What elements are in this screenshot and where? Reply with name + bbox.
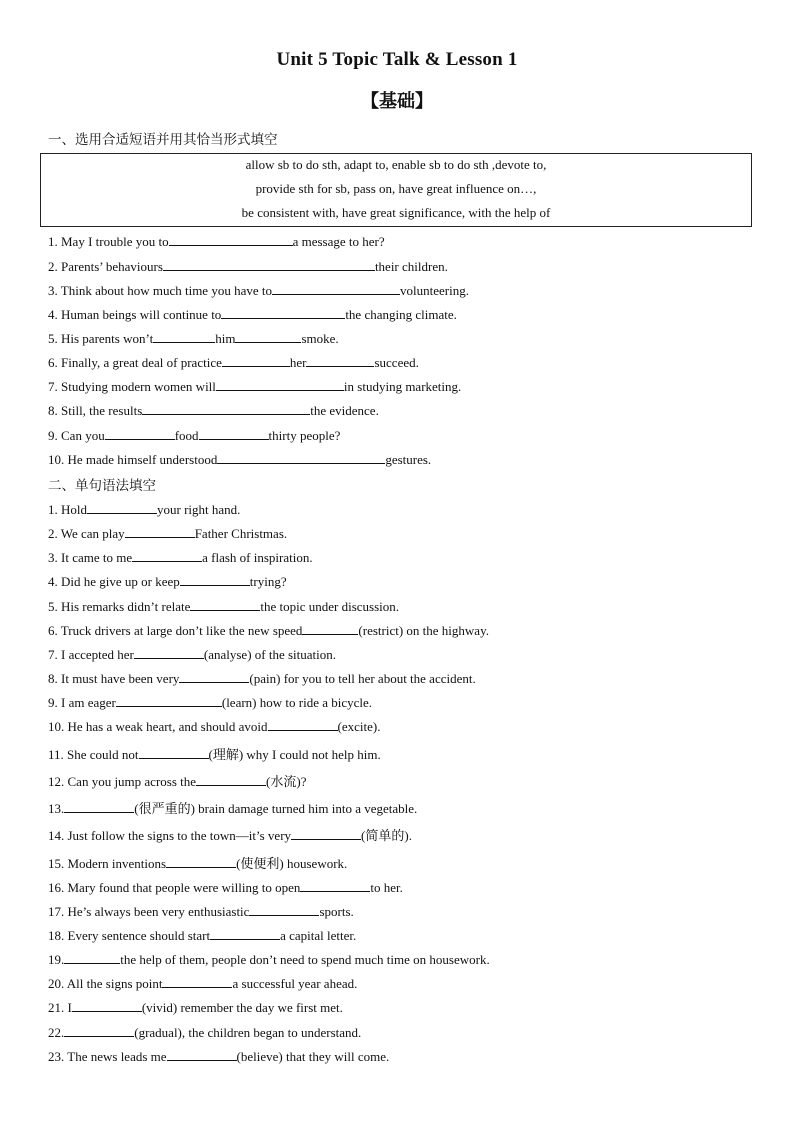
question-text: (vivid) remember the day we first met. [141, 1000, 343, 1015]
question-row [48, 975, 357, 992]
question-row [48, 573, 287, 590]
question-text: 2. We can play [48, 526, 125, 541]
question-text: 5. His parents won’t [48, 331, 154, 346]
question-row [48, 670, 476, 687]
question-text: the changing climate. [345, 307, 457, 322]
question-text: 4. Did he give up or keep [48, 574, 180, 589]
question-row [48, 258, 448, 275]
answer-blank[interactable] [64, 951, 120, 964]
question-text: 1. May I trouble you to [48, 234, 169, 249]
question-text: (理解) why I could not help him. [208, 747, 381, 762]
question-text: 22. [48, 1025, 65, 1040]
answer-blank[interactable] [222, 354, 290, 367]
question-text: her [289, 355, 307, 370]
question-text: in studying marketing. [343, 379, 462, 394]
answer-blank[interactable] [216, 378, 344, 391]
question-text: (learn) how to ride a bicycle. [221, 695, 373, 710]
question-text: 9. I am eager [48, 695, 116, 710]
answer-blank[interactable] [190, 598, 260, 611]
question-text: 7. I accepted her [48, 647, 134, 662]
section-2-heading: 二、单句语法填空 [48, 478, 156, 494]
question-text: (水流)? [266, 774, 307, 789]
question-row [48, 427, 340, 444]
question-row [48, 549, 313, 566]
answer-blank[interactable] [116, 694, 222, 707]
question-row [48, 1024, 361, 1041]
answer-blank[interactable] [167, 1048, 237, 1061]
question-row [48, 879, 403, 896]
question-text: 12. Can you jump across the [48, 774, 197, 789]
question-text: 10. He has a weak heart, and should avoid [48, 719, 268, 734]
question-row [48, 378, 461, 395]
question-text: sports. [319, 904, 354, 919]
question-text: thirty people? [268, 428, 341, 443]
page-subtitle: 【基础】 [361, 91, 433, 112]
page-title: Unit 5 Topic Talk & Lesson 1 [276, 49, 518, 70]
question-text: (简单的). [361, 828, 412, 843]
question-row [48, 694, 372, 711]
answer-blank[interactable] [64, 800, 134, 813]
question-row [48, 525, 287, 542]
question-text: 9. Can you [48, 428, 105, 443]
question-text: 11. She could not [48, 747, 139, 762]
answer-blank[interactable] [217, 451, 385, 464]
answer-blank[interactable] [196, 773, 266, 786]
question-text: (excite). [337, 719, 381, 734]
question-text: a flash of inspiration. [202, 550, 313, 565]
answer-blank[interactable] [162, 975, 232, 988]
answer-blank[interactable] [199, 427, 269, 440]
answer-blank[interactable] [87, 501, 157, 514]
question-row [48, 1048, 389, 1065]
question-text: 23. The news leads me [48, 1049, 167, 1064]
question-row [48, 330, 339, 347]
question-row [48, 622, 489, 639]
question-text: your right hand. [157, 502, 241, 517]
question-row [48, 999, 343, 1016]
question-text: a message to her? [292, 234, 385, 249]
question-text: Father Christmas. [194, 526, 288, 541]
question-row [48, 798, 417, 817]
question-text: to her. [370, 880, 403, 895]
answer-blank[interactable] [153, 330, 215, 343]
phrase-box-line: allow sb to do sth, adapt to, enable sb to do sth ,devote to, [245, 157, 547, 172]
question-text: 8. Still, the results [48, 403, 143, 418]
question-row [48, 598, 399, 615]
question-text: the help of them, people don’t need to spend much time on housework. [120, 952, 490, 967]
question-row [48, 825, 412, 844]
question-text: the topic under discussion. [260, 599, 400, 614]
question-row [48, 927, 356, 944]
question-row [48, 402, 379, 419]
question-text: (很严重的) brain damage turned him into a vegetable. [134, 801, 418, 816]
phrase-box [40, 153, 752, 227]
question-text: 8. It must have been very [48, 671, 180, 686]
question-row [48, 951, 490, 968]
answer-blank[interactable] [142, 402, 310, 415]
question-text: a capital letter. [280, 928, 357, 943]
question-text: 17. He’s always been very enthusiastic [48, 904, 250, 919]
question-text: trying? [249, 574, 287, 589]
answer-blank[interactable] [210, 927, 280, 940]
question-text: 19. [48, 952, 65, 967]
question-text: (restrict) on the highway. [358, 623, 489, 638]
answer-blank[interactable] [125, 525, 195, 538]
answer-blank[interactable] [302, 622, 358, 635]
question-text: (gradual), the children began to understand. [134, 1025, 362, 1040]
question-row [48, 451, 431, 468]
question-text: 4. Human beings will continue to [48, 307, 222, 322]
question-text: (analyse) of the situation. [203, 647, 337, 662]
question-text: gestures. [385, 452, 432, 467]
answer-blank[interactable] [249, 903, 319, 916]
question-text: 5. His remarks didn’t relate [48, 599, 191, 614]
question-text: 21. I [48, 1000, 72, 1015]
question-text: 20. All the signs point [48, 976, 163, 991]
answer-blank[interactable] [300, 879, 370, 892]
question-text: 14. Just follow the signs to the town—it’s very [48, 828, 292, 843]
question-row [48, 282, 469, 299]
question-row [48, 903, 354, 920]
question-text: 6. Truck drivers at large don’t like the new speed [48, 623, 303, 638]
question-text: 10. He made himself understood [48, 452, 218, 467]
answer-blank[interactable] [163, 258, 375, 271]
question-text: (believe) that they will come. [236, 1049, 390, 1064]
answer-blank[interactable] [132, 549, 202, 562]
question-text: (pain) for you to tell her about the accident. [249, 671, 476, 686]
phrase-box-line: be consistent with, have great significance, with the help of [241, 205, 551, 220]
question-text: their children. [374, 259, 448, 274]
question-text: succeed. [374, 355, 419, 370]
question-text: (使便利) housework. [236, 856, 348, 871]
question-text: 15. Modern inventions [48, 856, 167, 871]
answer-blank[interactable] [134, 646, 204, 659]
answer-blank[interactable] [105, 427, 175, 440]
question-text: a successful year ahead. [232, 976, 358, 991]
answer-blank[interactable] [139, 746, 209, 759]
question-row [48, 744, 381, 763]
answer-blank[interactable] [221, 306, 345, 319]
answer-blank[interactable] [72, 999, 142, 1012]
question-row [48, 771, 306, 790]
question-row [48, 501, 240, 518]
answer-blank[interactable] [180, 573, 250, 586]
answer-blank[interactable] [291, 827, 361, 840]
question-text: 7. Studying modern women will [48, 379, 216, 394]
question-text: smoke. [301, 331, 339, 346]
phrase-box-line: provide sth for sb, pass on, have great influence on…, [255, 181, 537, 196]
question-text: 3. It came to me [48, 550, 133, 565]
section-1-heading: 一、选用合适短语并用其恰当形式填空 [48, 132, 278, 148]
question-text: food [174, 428, 199, 443]
answer-blank[interactable] [179, 670, 249, 683]
question-text: 18. Every sentence should start [48, 928, 211, 943]
question-text: 1. Hold [48, 502, 87, 517]
question-text: 3. Think about how much time you have to [48, 283, 272, 298]
question-row [48, 233, 385, 250]
answer-blank[interactable] [306, 354, 374, 367]
answer-blank[interactable] [235, 330, 301, 343]
question-text: volunteering. [399, 283, 469, 298]
question-row [48, 354, 419, 371]
question-text: 2. Parents’ behaviours [48, 259, 163, 274]
answer-blank[interactable] [166, 855, 236, 868]
question-text: 6. Finally, a great deal of practice [48, 355, 222, 370]
question-row [48, 718, 380, 735]
answer-blank[interactable] [272, 282, 400, 295]
answer-blank[interactable] [169, 233, 293, 246]
question-text: 13. [48, 801, 65, 816]
question-row [48, 646, 336, 663]
answer-blank[interactable] [268, 718, 338, 731]
question-text: him [215, 331, 236, 346]
question-row [48, 853, 347, 872]
question-text: the evidence. [310, 403, 379, 418]
question-text: 16. Mary found that people were willing to open [48, 880, 301, 895]
question-row [48, 306, 457, 323]
answer-blank[interactable] [64, 1024, 134, 1037]
